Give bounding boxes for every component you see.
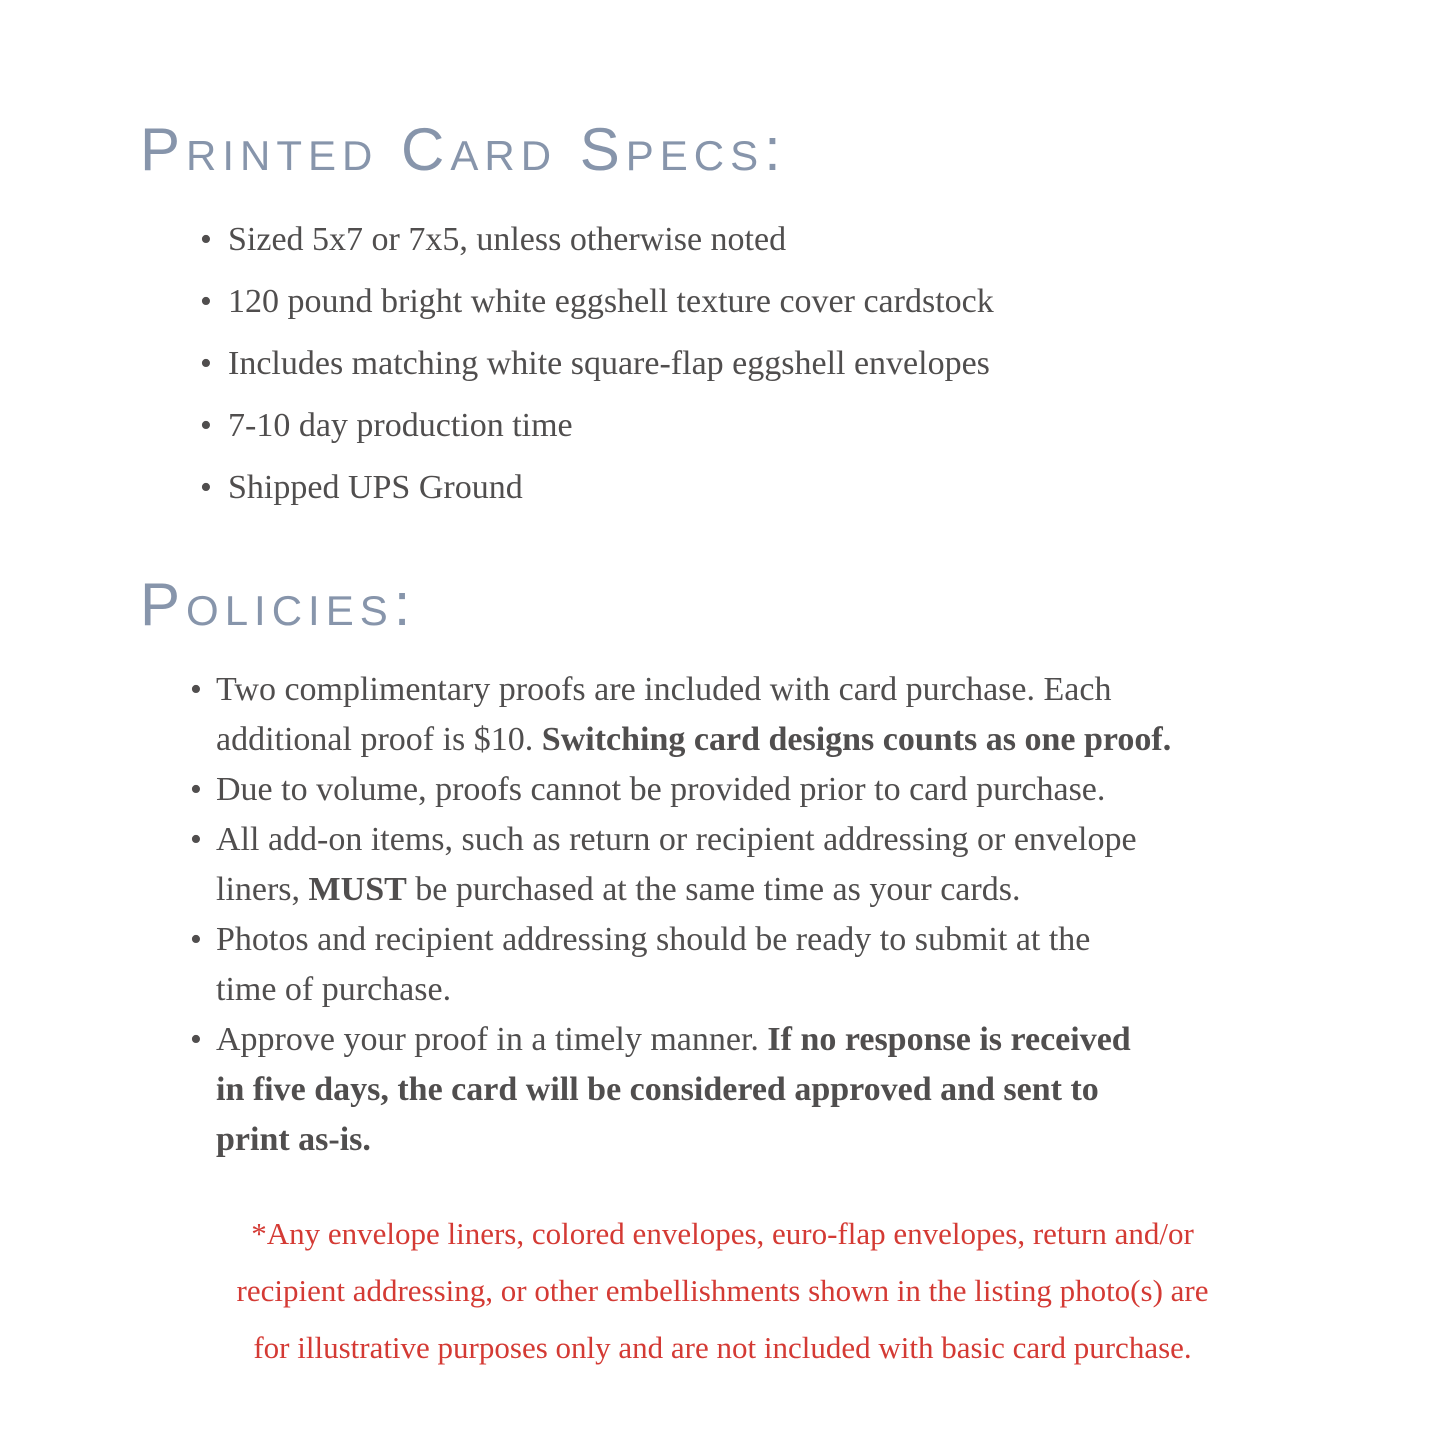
policies-list [190, 665, 1310, 1165]
disclaimer-note: *Any envelope liners, colored envelopes, euro-flap envelopes, return and/or recipient addressing, or other embellishments shown in the listing photo(s) are for illustrative purposes only and are not included with basic card purchase. [236, 1216, 1209, 1365]
list-item: • Due to volume, proofs cannot be provided prior to card purchase. [190, 765, 1310, 815]
list-item: • All add-on items, such as return or recipient addressing or envelope liners, MUST be purchased at the same time as your cards. [190, 815, 1310, 915]
list-item: • Includes matching white square-flap eggshell envelopes [200, 339, 1445, 389]
specs-list [200, 215, 1445, 513]
policies-heading: Policies: [140, 571, 417, 638]
list-item: • Shipped UPS Ground [200, 463, 1445, 513]
list-item: • Two complimentary proofs are included with card purchase. Each additional proof is $10. Switching card designs counts as one proof. [190, 665, 1310, 765]
list-item: • Approve your proof in a timely manner. If no response is received in five days, the card will be considered approved and sent to print as-is. [190, 1015, 1310, 1165]
specs-heading: Printed Card Specs: [140, 116, 787, 183]
list-item: • Sized 5x7 or 7x5, unless otherwise noted [200, 215, 1445, 265]
list-item: • 120 pound bright white eggshell texture cover cardstock [200, 277, 1445, 327]
list-item: • 7-10 day production time [200, 401, 1445, 451]
list-item: • Photos and recipient addressing should be ready to submit at the time of purchase. [190, 915, 1310, 1015]
